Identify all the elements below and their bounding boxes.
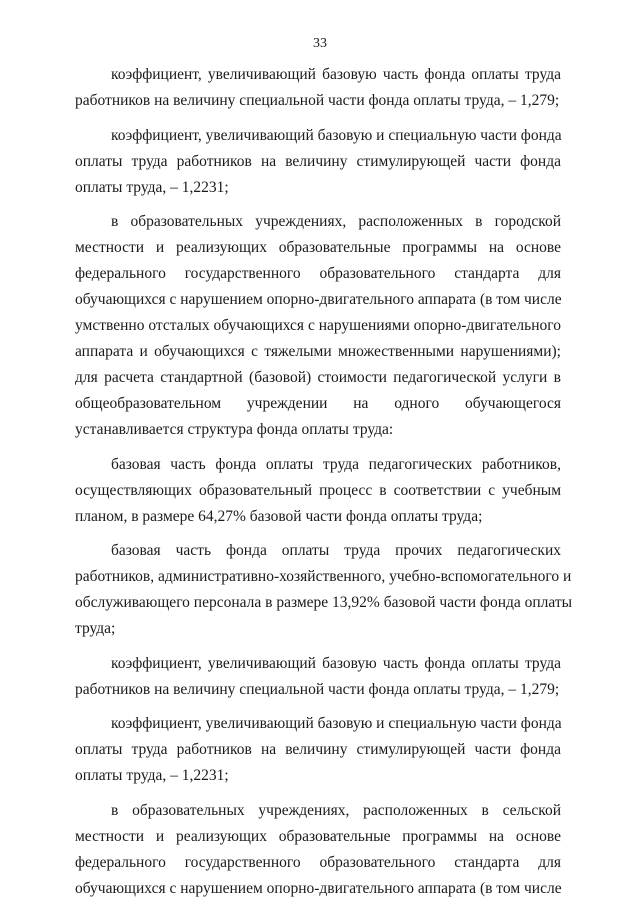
- paragraph: [75, 452, 561, 530]
- paragraph: [75, 651, 561, 703]
- text-line: в образовательных учреждениях, расположенных в городской: [111, 213, 561, 230]
- text-line: работников, административно-хозяйственного, учебно-вспомогательного и: [75, 568, 572, 585]
- text-line: федерального государственного образовательного стандарта для: [75, 265, 561, 282]
- text-line: федерального государственного образовательного стандарта для: [75, 853, 561, 871]
- text-line: местности и реализующих образовательные программы на основе: [75, 827, 561, 845]
- text-line: работников на величину специальной части фонда оплаты труда, – 1,279;: [75, 680, 560, 698]
- text-line: оплаты труда работников на величину стимулирующей части фонда: [75, 152, 561, 170]
- text-line: аппарата и обучающихся с тяжелыми множественными нарушениями);: [75, 343, 561, 360]
- text-line: оплаты труда работников на величину стимулирующей части фонда: [75, 741, 561, 758]
- text-line: обучающихся с нарушением опорно-двигательного аппарата (в том числе: [75, 879, 562, 897]
- text-line: базовая часть фонда оплаты труда педагогических работников,: [111, 455, 561, 473]
- text-line: работников на величину специальной части фонда оплаты труда, – 1,279;: [75, 92, 560, 109]
- document-body: [75, 62, 573, 902]
- paragraph: [75, 798, 561, 902]
- text-line: умственно отсталых обучающихся с нарушениями опорно-двигательного: [75, 317, 561, 334]
- text-line: коэффициент, увеличивающий базовую часть фонда оплаты труда: [111, 66, 561, 83]
- text-line: коэффициент, увеличивающий базовую и специальную части фонда: [111, 126, 562, 144]
- text-line: обучающихся с нарушением опорно-двигательного аппарата (в том числе: [75, 291, 562, 308]
- text-line: обслуживающего персонала в размере 13,92% базовой части фонда оплаты: [75, 594, 573, 611]
- text-line: планом, в размере 64,27% базовой части фонда оплаты труда;: [75, 507, 483, 525]
- text-line: в образовательных учреждениях, расположенных в сельской: [111, 801, 561, 819]
- text-line: для расчета стандартной (базовой) стоимости педагогической услуги в: [75, 369, 561, 386]
- paragraph: [75, 62, 561, 114]
- paragraph: [75, 209, 561, 443]
- paragraph: [75, 538, 573, 642]
- paragraph: [75, 123, 561, 201]
- paragraph: [75, 711, 561, 789]
- text-line: осуществляющих образовательный процесс в соответствии с учебным: [75, 481, 561, 499]
- text-line: общеобразовательном учреждении на одного обучающегося: [75, 395, 561, 412]
- text-line: труда;: [75, 620, 116, 637]
- text-line: местности и реализующих образовательные программы на основе: [75, 239, 561, 256]
- text-line: устанавливается структура фонда оплаты труда:: [75, 421, 394, 438]
- text-line: оплаты труда, – 1,2231;: [75, 767, 229, 784]
- page-number: 33: [313, 36, 327, 51]
- text-line: коэффициент, увеличивающий базовую и специальную части фонда: [111, 715, 562, 732]
- text-line: оплаты труда, – 1,2231;: [75, 178, 229, 196]
- text-line: базовая часть фонда оплаты труда прочих педагогических: [111, 542, 561, 559]
- text-line: коэффициент, увеличивающий базовую часть фонда оплаты труда: [111, 654, 561, 672]
